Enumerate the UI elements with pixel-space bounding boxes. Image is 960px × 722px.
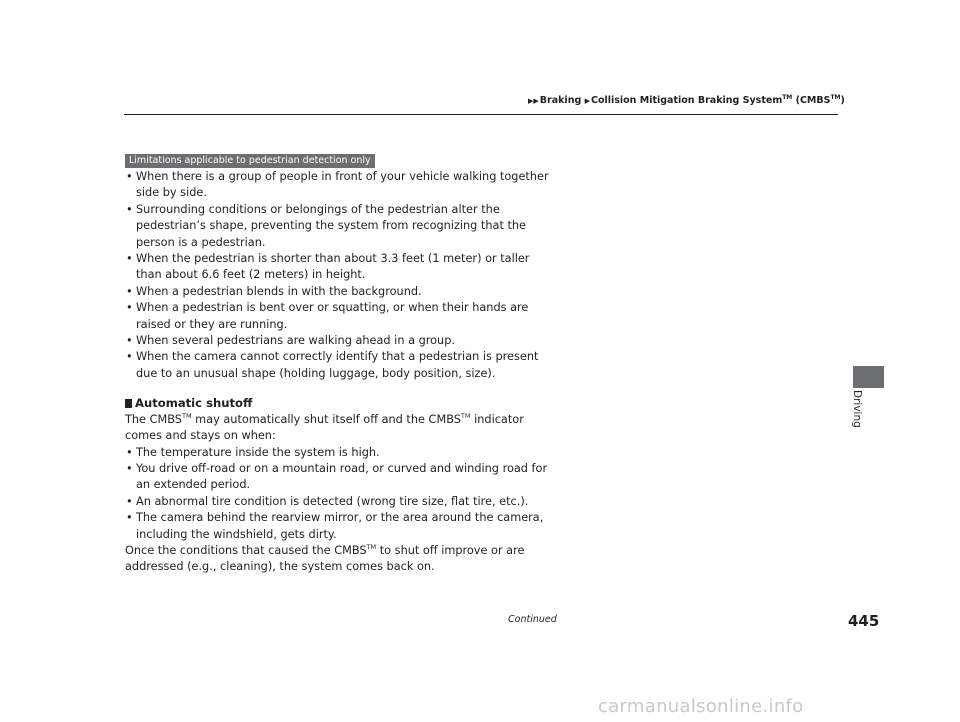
breadcrumb-cmbs[interactable]: Collision Mitigation Braking System bbox=[590, 95, 783, 107]
shutoff-list bbox=[125, 445, 555, 543]
section-heading: Automatic shutoff bbox=[125, 395, 555, 411]
main-content bbox=[125, 169, 555, 576]
breadcrumb-braking[interactable]: Braking bbox=[539, 95, 582, 107]
shutoff-intro: The CMBS™ may automatically shut itself off and the CMBS™ indicator comes and stays on when: bbox=[125, 411, 524, 443]
list-item: • The temperature inside the system is high. bbox=[125, 445, 555, 461]
list-item: • When a pedestrian blends in with the background. bbox=[125, 284, 555, 300]
list-item: • Surrounding conditions or belongings of the pedestrian alter the pedestrian’s shape, preventing the system from recognizing that the person is a pedestrian. bbox=[125, 202, 555, 251]
tm-mark: TM bbox=[366, 543, 377, 552]
limitations-title: Limitations applicable to pedestrian detection only bbox=[125, 154, 375, 168]
list-item: • You drive off-road or on a mountain road, or curved and winding road for an extended period. bbox=[125, 461, 555, 494]
tm-mark: TM bbox=[830, 94, 841, 101]
limitations-list bbox=[125, 169, 555, 382]
continued-label: Continued bbox=[508, 614, 557, 625]
header-rule bbox=[124, 114, 838, 115]
tm-mark: TM bbox=[782, 94, 793, 101]
list-item: • When the pedestrian is shorter than about 3.3 feet (1 meter) or taller than about 6.6 feet (2 meters) in height. bbox=[125, 251, 555, 284]
list-item: • When there is a group of people in front of your vehicle walking together side by side. bbox=[125, 169, 555, 202]
square-bullet-icon bbox=[125, 399, 132, 408]
list-item: • When the camera cannot correctly identify that a pedestrian is present due to an unusual shape (holding luggage, body position, size). bbox=[125, 349, 555, 382]
list-item: • When several pedestrians are walking ahead in a group. bbox=[125, 333, 555, 349]
double-arrow-icon: ▶▶ bbox=[528, 97, 539, 106]
tm-mark: TM bbox=[460, 411, 471, 420]
chapter-label: Driving bbox=[851, 390, 863, 428]
shutoff-outro: Once the conditions that caused the CMBS™ to shut off improve or are addressed (e.g., cleaning), the system comes back on. bbox=[125, 543, 525, 574]
tm-mark: TM bbox=[181, 411, 192, 420]
page-number: 445 bbox=[848, 612, 880, 630]
list-item: • The camera behind the rearview mirror, or the area around the camera, including the windshield, gets dirty. bbox=[125, 510, 555, 543]
breadcrumb bbox=[528, 94, 845, 106]
watermark: carmanualsonline.info bbox=[598, 696, 804, 717]
list-item: • An abnormal tire condition is detected (wrong tire size, flat tire, etc.). bbox=[125, 494, 555, 510]
list-item: • When a pedestrian is bent over or squatting, or when their hands are raised or they are running. bbox=[125, 300, 555, 333]
breadcrumb-paren-close: ) bbox=[840, 95, 845, 107]
arrow-icon: ▶ bbox=[584, 97, 590, 106]
chapter-tab[interactable] bbox=[853, 366, 884, 388]
breadcrumb-cmbs-paren: (CMBS bbox=[792, 95, 831, 107]
